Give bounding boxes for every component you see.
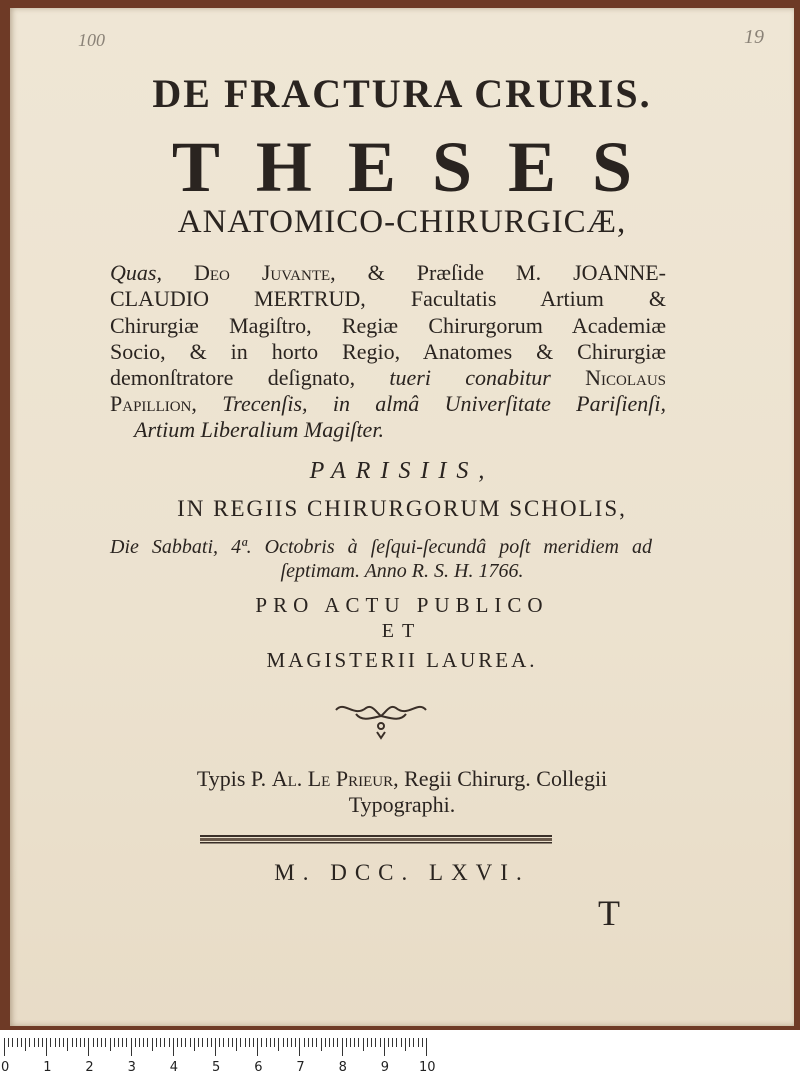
ruler-tick (274, 1038, 275, 1047)
ruler-tick (114, 1038, 115, 1047)
body-text: Facultatis Artium & (410, 286, 666, 311)
ruler-tick (405, 1038, 406, 1051)
ruler-tick (418, 1038, 419, 1047)
ruler-tick (160, 1038, 161, 1047)
decorative-rule (200, 834, 552, 844)
ruler-tick (194, 1038, 195, 1051)
ruler-tick (164, 1038, 165, 1047)
body-text: Trecenſis, in almâ Univerſitate Pariſienſi, (222, 391, 667, 416)
ruler-tick (139, 1038, 140, 1047)
ruler-tick (63, 1038, 64, 1047)
ruler-tick (207, 1038, 208, 1047)
body-line-1 (110, 260, 666, 286)
ruler-tick (147, 1038, 148, 1047)
ruler-tick (299, 1038, 300, 1056)
body-line-6 (110, 391, 666, 417)
ruler-tick (371, 1038, 372, 1047)
ruler-tick (308, 1038, 309, 1047)
ruler-tick (55, 1038, 56, 1047)
ruler-tick (93, 1038, 94, 1047)
ruler-label: 2 (85, 1060, 94, 1075)
printer-line-2: Typographi. (348, 792, 456, 817)
subtitle: ANATOMICO-CHIRURGICÆ, (177, 204, 627, 240)
ruler-label: 5 (212, 1060, 221, 1075)
signature-mark: T (598, 893, 620, 933)
scale-ruler (0, 1030, 800, 1084)
ruler-tick (422, 1038, 423, 1047)
ruler-tick (346, 1038, 347, 1047)
ruler-tick (337, 1038, 338, 1047)
ruler-tick (223, 1038, 224, 1047)
ruler-tick (219, 1038, 220, 1047)
main-title: THESES (171, 127, 669, 207)
ruler-tick (350, 1038, 351, 1047)
ruler-tick (38, 1038, 39, 1047)
ruler-tick (266, 1038, 267, 1047)
ruler-tick (169, 1038, 170, 1047)
ruler-tick (46, 1038, 47, 1056)
ruler-tick (321, 1038, 322, 1051)
ruler-tick (367, 1038, 368, 1047)
ruler-tick (236, 1038, 237, 1051)
pencil-note-right: 19 (744, 26, 764, 48)
ruler-tick (72, 1038, 73, 1047)
fleuron-ornament-icon (326, 696, 436, 740)
ruler-tick (363, 1038, 364, 1051)
title-page (10, 8, 794, 1026)
ruler-tick (17, 1038, 18, 1047)
ruler-tick (25, 1038, 26, 1051)
ruler-tick (135, 1038, 136, 1047)
ruler-tick (283, 1038, 284, 1047)
ruler-tick (316, 1038, 317, 1047)
ruler-tick (278, 1038, 279, 1051)
body-line-3: Chirurgiæ Magiſtro, Regiæ Chirurgorum Academiæ (110, 313, 666, 338)
ruler-tick (413, 1038, 414, 1047)
ruler-tick (257, 1038, 258, 1056)
title-line: DE FRACTURA CRURIS. (152, 71, 652, 116)
ruler-tick (333, 1038, 334, 1047)
ruler-tick (29, 1038, 30, 1047)
printer-text: Typis P. (196, 766, 267, 791)
body-text: demonſtratore deſignato, (110, 365, 356, 390)
ruler-tick (253, 1038, 254, 1047)
ruler-tick (101, 1038, 102, 1047)
ruler-tick (304, 1038, 305, 1047)
ruler-label: 8 (338, 1060, 347, 1075)
ruler-label: 0 (1, 1060, 10, 1075)
ruler-tick (388, 1038, 389, 1047)
body-text: Nicolaus (585, 365, 667, 390)
ruler-label: 6 (254, 1060, 263, 1075)
venue: IN REGIIS CHIRURGORUM SCHOLIS, (177, 496, 627, 521)
body-line-5 (110, 365, 666, 391)
ruler-label: 7 (296, 1060, 305, 1075)
printer-text: Regii Chirurg. Collegii (404, 766, 608, 791)
ruler-tick (42, 1038, 43, 1047)
ruler-tick (80, 1038, 81, 1047)
ruler-tick (215, 1038, 216, 1056)
ruler-tick (240, 1038, 241, 1047)
ruler-label: 3 (127, 1060, 136, 1075)
ruler-tick (211, 1038, 212, 1047)
ruler-tick (50, 1038, 51, 1047)
ruler-tick (4, 1038, 5, 1056)
ruler-tick (384, 1038, 385, 1056)
pro-actu: PRO ACTU PUBLICO (255, 593, 549, 617)
ruler-tick (143, 1038, 144, 1047)
ruler-tick (88, 1038, 89, 1056)
ruler-tick (156, 1038, 157, 1047)
ruler-tick (152, 1038, 153, 1051)
ruler-tick (131, 1038, 132, 1056)
body-text: CLAUDIO MERTRUD, (110, 286, 366, 311)
ruler-tick (202, 1038, 203, 1047)
ruler-tick (287, 1038, 288, 1047)
ruler-tick (110, 1038, 111, 1051)
ruler-label: 9 (380, 1060, 390, 1075)
et: ET (381, 620, 423, 642)
body-text: & Præſide M. (367, 260, 542, 285)
ruler-tick (358, 1038, 359, 1047)
ruler-tick (325, 1038, 326, 1047)
ruler-tick (380, 1038, 381, 1047)
ruler-tick (228, 1038, 229, 1047)
ruler-tick (249, 1038, 250, 1047)
ruler-tick (270, 1038, 271, 1047)
body-line-2 (110, 286, 666, 312)
ruler-tick (185, 1038, 186, 1047)
ruler-tick (295, 1038, 296, 1047)
ruler-tick (76, 1038, 77, 1047)
ruler-tick (181, 1038, 182, 1047)
ruler-tick (67, 1038, 68, 1051)
ruler-tick (396, 1038, 397, 1047)
ruler-tick (12, 1038, 13, 1047)
ruler-tick (329, 1038, 330, 1047)
ruler-tick (122, 1038, 123, 1047)
date-line-1: Die Sabbati, 4ª. Octobris à ſeſqui-ſecundâ poſt meridiem ad (110, 536, 652, 558)
ruler-tick (173, 1038, 174, 1056)
ruler-tick (105, 1038, 106, 1047)
body-text: JOANNE- (573, 260, 667, 285)
ruler-tick (126, 1038, 127, 1047)
printer-line-1 (10, 766, 794, 792)
publication-year: M. DCC. LXVI. (274, 860, 530, 885)
ruler-tick (375, 1038, 376, 1047)
ruler-tick (409, 1038, 410, 1047)
ruler-tick (392, 1038, 393, 1047)
ruler-tick (177, 1038, 178, 1047)
printer-text: Al. Le Prieur, (271, 766, 399, 791)
ruler-tick (291, 1038, 292, 1047)
place: PARISIIS, (309, 458, 495, 484)
body-text: Deo Juvante, (193, 260, 336, 285)
ruler-tick (190, 1038, 191, 1047)
ruler-tick (34, 1038, 35, 1047)
ruler-tick (245, 1038, 246, 1047)
ruler-tick (8, 1038, 9, 1047)
ruler-tick (21, 1038, 22, 1047)
ruler-label: 1 (43, 1060, 52, 1075)
ruler-tick (312, 1038, 313, 1047)
body-line-7: Artium Liberalium Magiſter. (134, 417, 384, 442)
ruler-tick (342, 1038, 343, 1056)
magisterii: MAGISTERII LAUREA. (266, 648, 538, 672)
pencil-note-left: 100 (78, 30, 105, 50)
ruler-tick (354, 1038, 355, 1047)
ruler-tick (59, 1038, 60, 1047)
ruler-tick (198, 1038, 199, 1047)
ruler-label: 10 (419, 1060, 436, 1075)
ruler-label: 4 (169, 1060, 179, 1075)
ruler-tick (84, 1038, 85, 1047)
date-line-2: ſeptimam. Anno R. S. H. 1766. (280, 560, 524, 582)
body-text: tueri conabitur (389, 365, 551, 390)
ruler-tick (232, 1038, 233, 1047)
ruler-tick (401, 1038, 402, 1047)
ruler-tick (261, 1038, 262, 1047)
ruler-tick (118, 1038, 119, 1047)
body-text: Papillion, (110, 391, 197, 416)
ruler-tick (97, 1038, 98, 1047)
body-text: Quas, (110, 260, 162, 285)
body-line-4: Socio, & in horto Regio, Anatomes & Chirurgiæ (110, 339, 666, 364)
ruler-tick (426, 1038, 427, 1056)
